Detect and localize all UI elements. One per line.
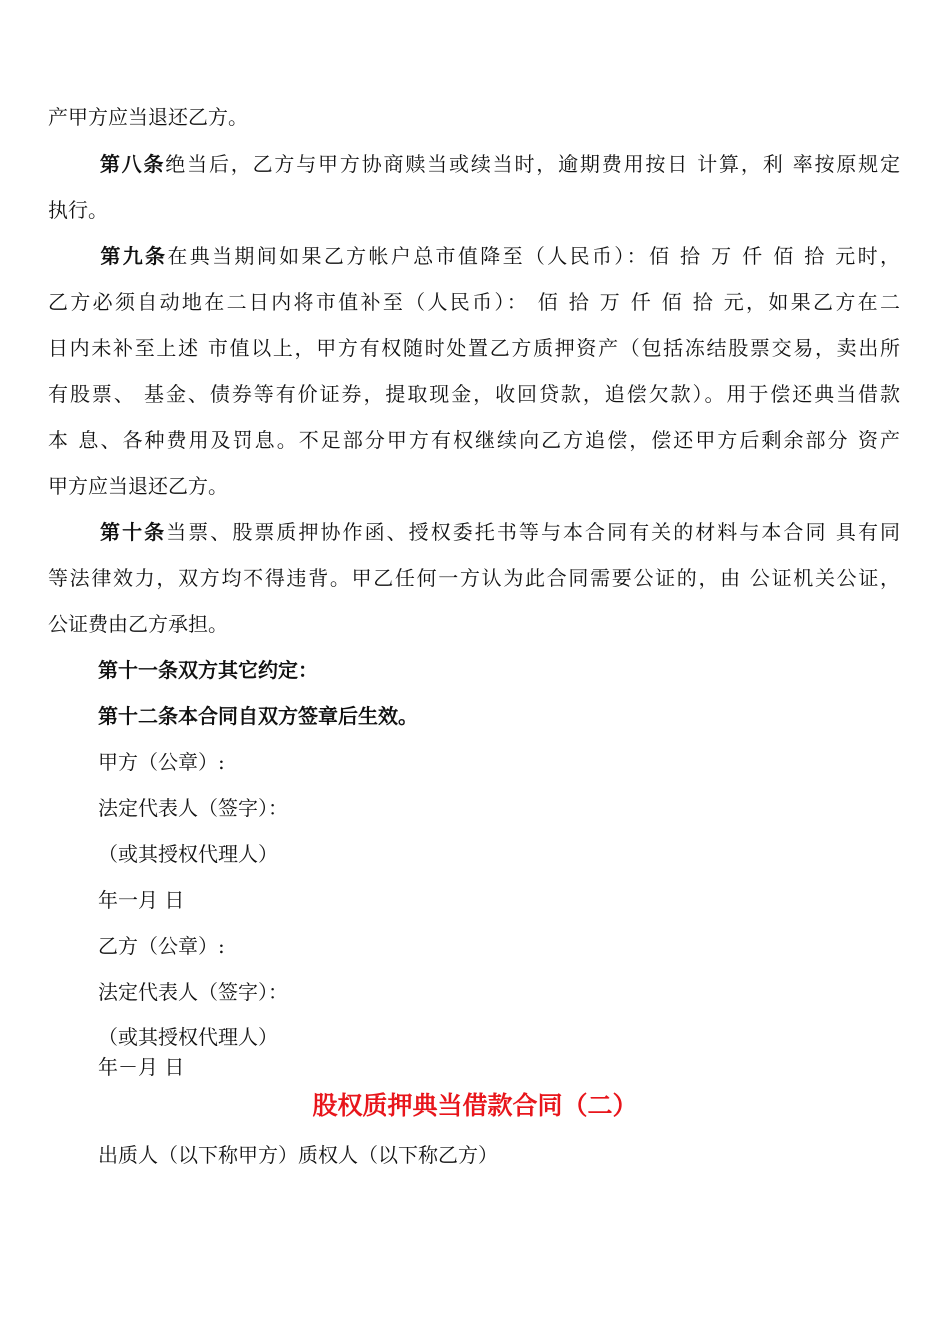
party-b-representative: 法定代表人（签字）： bbox=[98, 980, 288, 1004]
party-b-date: 年－月 日 bbox=[98, 1055, 185, 1079]
party-a-date: 年一月 日 bbox=[98, 888, 185, 912]
article-9-line-5: 本 息、各种费用及罚息。不足部分甲方有权继续向乙方追偿，偿还甲方后剩余部分 资产 bbox=[48, 428, 900, 452]
contract-parties-line: 出质人（以下称甲方）质权人（以下称乙方） bbox=[98, 1143, 498, 1167]
paragraph-line: 产甲方应当退还乙方。 bbox=[48, 105, 248, 129]
party-b-seal: 乙方（公章）: bbox=[98, 934, 225, 958]
party-a-representative: 法定代表人（签字）： bbox=[98, 796, 288, 820]
article-9-line-2: 乙方必须自动地在二日内将市值补至（人民币）： 佰 拾 万 仟 佰 拾 元，如果乙方在二 bbox=[48, 290, 900, 314]
article-9-line-3: 日内未补至上述 市值以上，甲方有权随时处置乙方质押资产（包括冻结股票交易，卖出所 bbox=[48, 336, 900, 360]
article-12: 第十二条本合同自双方签章后生效。 bbox=[98, 704, 418, 728]
article-8-line-2: 执行。 bbox=[48, 198, 108, 222]
article-10-label: 第十条 bbox=[98, 520, 167, 544]
article-8-line-1: 第八条绝当后，乙方与甲方协商赎当或续当时，逾期费用按日 计算，利 率按原规定 bbox=[98, 152, 900, 176]
contract-title-2: 股权质押典当借款合同（二） bbox=[312, 1091, 638, 1120]
party-b-agent: （或其授权代理人） bbox=[98, 1025, 278, 1049]
article-9-line-4: 有股票、 基金、债券等有价证券，提取现金，收回贷款，追偿欠款）。用于偿还典当借款 bbox=[48, 382, 900, 406]
article-10-line-2: 等法律效力，双方均不得违背。甲乙任何一方认为此合同需要公证的，由 公证机关公证， bbox=[48, 566, 900, 590]
article-11: 第十一条双方其它约定： bbox=[98, 658, 318, 682]
article-10-line-3: 公证费由乙方承担。 bbox=[48, 612, 228, 636]
article-9-line-1: 第九条在典当期间如果乙方帐户总市值降至（人民币）：佰 拾 万 仟 佰 拾 元时， bbox=[98, 244, 900, 268]
article-8-label: 第八条 bbox=[98, 152, 166, 176]
article-10-line-1: 第十条当票、股票质押协作函、授权委托书等与本合同有关的材料与本合同 具有同 bbox=[98, 520, 901, 544]
article-9-label: 第九条 bbox=[98, 244, 168, 268]
article-9-line-6: 甲方应当退还乙方。 bbox=[48, 474, 228, 498]
party-a-seal: 甲方（公章）: bbox=[98, 750, 225, 774]
party-a-agent: （或其授权代理人） bbox=[98, 842, 278, 866]
